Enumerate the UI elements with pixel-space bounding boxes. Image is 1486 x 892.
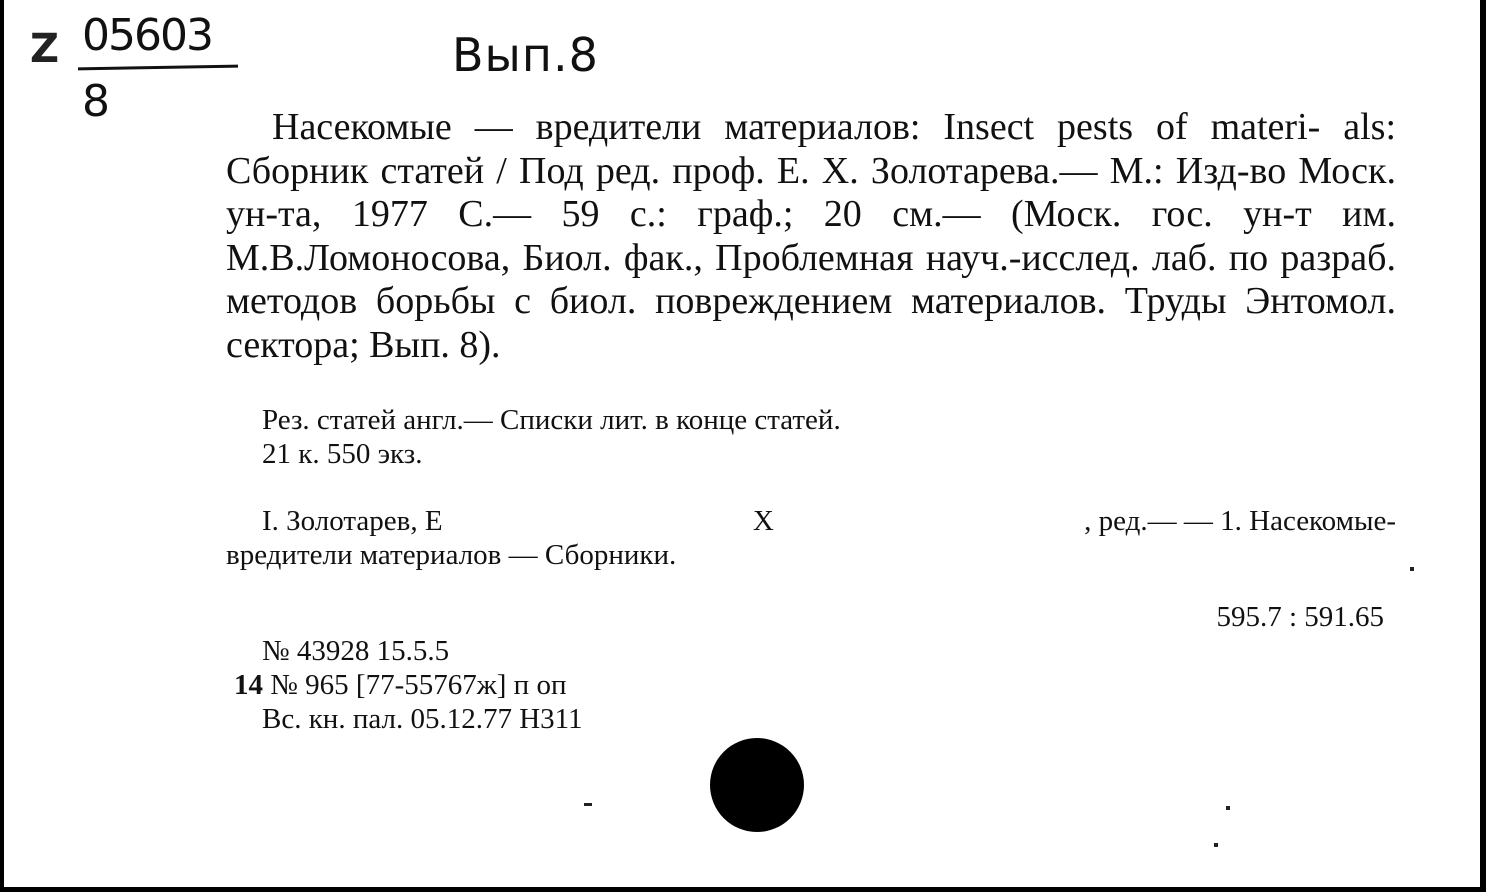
description-line: 8).: [459, 323, 501, 366]
volume-label: Вып.8: [452, 28, 599, 82]
call-number-divider: [78, 65, 238, 71]
notes-line: Рез. статей англ.— Списки лит. в конце статей.: [262, 404, 841, 436]
registration-bold-number: 14: [234, 669, 263, 701]
punch-hole: [710, 738, 804, 832]
speck-mark: [1226, 806, 1230, 810]
call-number-bottom: 8: [82, 76, 110, 127]
subject-part: X: [752, 505, 774, 537]
subject-part: I. Золотарев, Е: [262, 505, 443, 537]
registration-line-2-text: № 965 [77-55767ж] п оп: [270, 669, 567, 701]
subject-headings: [226, 504, 1396, 572]
description-line: als: Сборник статей / Под ред. проф. Е. Х. Золотарева.— М.:: [226, 106, 1397, 192]
description-line: Насекомые — вредители материалов: Insect pests of materi-: [272, 106, 1321, 148]
speck-mark: [1410, 567, 1414, 571]
description-line: гос. ун-т им. М.В.Ломоносова, Биол. фак., Проблемная: [226, 193, 1397, 279]
call-number-top: 05603: [82, 10, 212, 61]
registration-line-1: № 43928 15.5.5: [262, 635, 450, 667]
speck-mark: [584, 803, 592, 806]
description-line: науч.-исслед. лаб. по разраб. методов борьбы с биол.: [226, 236, 1396, 322]
registration-line-3: Вс. кн. пал. 05.12.77 Н311: [262, 703, 583, 735]
description-line: повреждением материалов. Труды Энтомол. сектора; Вып.: [226, 280, 1396, 366]
registration-line-2: [234, 668, 566, 702]
subject-line-2: вредители материалов — Сборники.: [226, 539, 677, 571]
bibliographic-description: [226, 106, 1396, 367]
description-line: Изд-во Моск. ун-та, 1977 С.— 59 с.: граф.; 20 см.— (Моск.: [226, 149, 1396, 235]
subject-line-1: [226, 504, 1396, 538]
subject-part: , ред.— — 1. Насекомые-: [1084, 505, 1396, 537]
stamp-mark: Z: [30, 26, 60, 72]
speck-mark: [1214, 843, 1218, 847]
udc-code: 595.7 : 591.65: [1216, 601, 1384, 633]
price-copies-line: 21 к. 550 экз.: [262, 438, 423, 470]
